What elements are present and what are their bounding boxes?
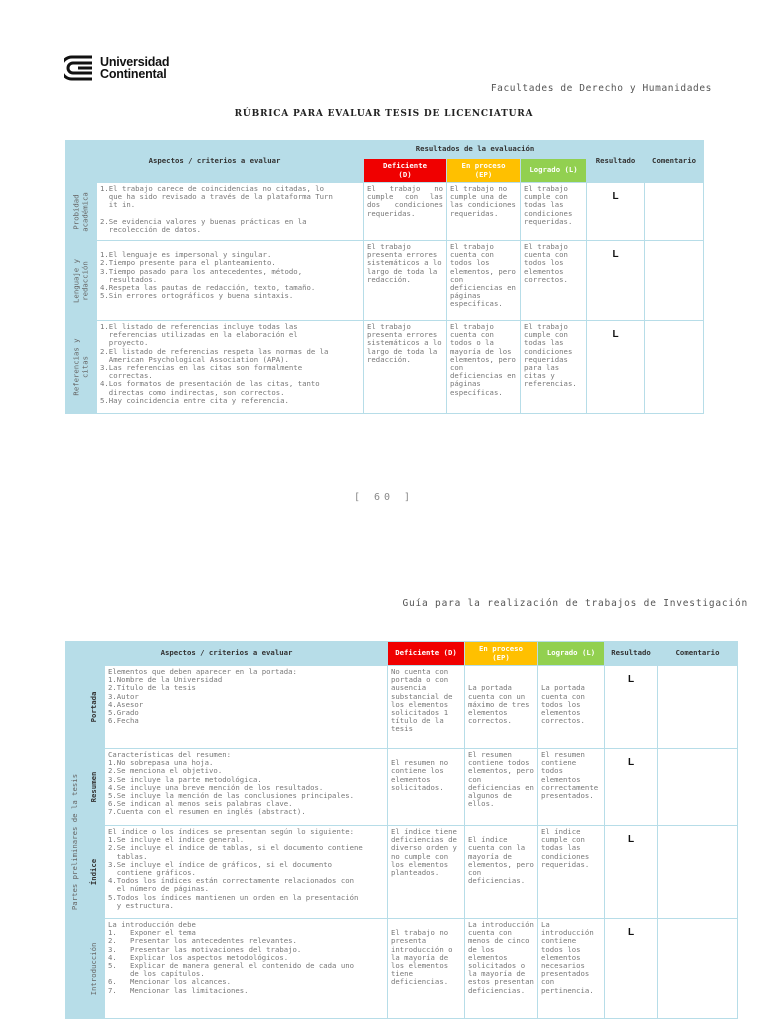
comment-header: Comentario bbox=[658, 642, 738, 666]
in-process-header: En proceso (EP) bbox=[465, 642, 538, 666]
achieved-cell: La introducción contiene todos los elementos necesarios presentados con pertinencia. bbox=[538, 919, 605, 1019]
in-process-cell: El resumen contiene todos elementos, pero con deficiencias en algunos de ellos. bbox=[465, 749, 538, 826]
rubric-table-1 bbox=[65, 140, 704, 414]
document-title: RÚBRICA PARA EVALUAR TESIS DE LICENCIATURA bbox=[234, 109, 534, 119]
comment-cell[interactable] bbox=[658, 666, 738, 749]
criteria-cell: 1.El trabajo carece de coincidencias no citadas, lo que ha sido revisado a través de la plataforma Turn it in. 2.Se evidencia valores y buenas prácticas en la recolección de datos. bbox=[97, 183, 364, 241]
comment-cell[interactable] bbox=[658, 919, 738, 1019]
criteria-cell: 1.El listado de referencias incluye todas las referencias utilizadas en la elaboración el proyecto. 2.El listado de referencias respeta las normas de la American Psychological Association (APA). 3.Las referencias en las citas son formalmente correctas. 4.Los formatos de presentación de las citas, tanto directas como indirectas, son correctos. 5.Hay coincidencia entre cita y referencia. bbox=[97, 321, 364, 414]
achieved-header: Logrado (L) bbox=[538, 642, 605, 666]
result-cell: L bbox=[605, 919, 658, 1019]
aspect-label: Referencias y citas bbox=[71, 338, 89, 396]
table-row bbox=[66, 241, 704, 321]
result-cell: L bbox=[605, 666, 658, 749]
aspect-label: Portada bbox=[88, 691, 98, 723]
guide-header: Guía para la realización de trabajos de Investigación bbox=[402, 598, 748, 609]
in-process-cell: La portada cuenta con un máximo de tres elementos correctos. bbox=[465, 666, 538, 749]
university-logo-icon bbox=[64, 55, 94, 81]
result-cell: L bbox=[605, 826, 658, 919]
achieved-cell: El trabajo cumple con todas las condiciones requeridas. bbox=[521, 183, 587, 241]
comment-cell[interactable] bbox=[645, 183, 704, 241]
criteria-header: Aspectos / criterios a evaluar bbox=[66, 141, 364, 183]
deficient-cell: No cuenta con portada o con ausencia substancial de los elementos solicitados 1 título de la tesis bbox=[388, 666, 465, 749]
faculty-header: Facultades de Derecho y Humanidades bbox=[490, 83, 712, 94]
aspect-label: Lenguaje y redacción bbox=[71, 258, 89, 303]
in-process-header: En proceso (EP) bbox=[447, 159, 521, 183]
in-process-cell: El trabajo cuenta con todos o la mayoría de los elementos, pero con deficiencias en páginas específicas. bbox=[447, 321, 521, 414]
in-process-cell: La introducción cuenta con menos de cinco de los elementos solicitados o la mayoría de estos presentan deficiencias. bbox=[465, 919, 538, 1019]
achieved-cell: El trabajo cumple con todas las condiciones requeridas para las citas y referencias. bbox=[521, 321, 587, 414]
result-cell: L bbox=[605, 749, 658, 826]
in-process-cell: El trabajo no cumple una de las condiciones requeridas. bbox=[447, 183, 521, 241]
logo-line-2: Continental bbox=[100, 67, 167, 81]
table-row bbox=[66, 826, 738, 919]
deficient-header: Deficiente (D) bbox=[364, 159, 447, 183]
achieved-cell: La portada cuenta con todos los elementos correctos. bbox=[538, 666, 605, 749]
aspect-label: Probidad académica bbox=[71, 191, 89, 232]
achieved-cell: El trabajo cuenta con todos los elementos correctos. bbox=[521, 241, 587, 321]
aspect-label: Introducción bbox=[88, 942, 98, 995]
deficient-cell: El trabajo no presenta introducción o la mayoría de los elementos tiene deficiencias. bbox=[388, 919, 465, 1019]
criteria-cell: El índice o los índices se presentan según lo siguiente: 1.Se incluye el índice general. 2.Se incluye el índice de tablas, si el documento contiene tablas. 3.Se incluye el índice de gráficos, si el documento contiene gráficos. 4.Todos los índices están correctamente relacionados con el número de páginas. 5.Todos los índices mantienen un orden en la presentación y estructura. bbox=[105, 826, 388, 919]
result-cell: L bbox=[587, 241, 645, 321]
result-header: Resultado bbox=[605, 642, 658, 666]
achieved-cell: El resumen contiene todos elementos correctamente presentados. bbox=[538, 749, 605, 826]
criteria-cell: 1.El lenguaje es impersonal y singular. 2.Tiempo presente para el planteamiento. 3.Tiempo pasado para los antecedentes, método, resultados. 4.Respeta las pautas de redacción, texto, tamaño. 5.Sin errores ortográficos y buena sintaxis. bbox=[97, 241, 364, 321]
table-row bbox=[66, 919, 738, 1019]
logo-line-1: Universidad bbox=[100, 55, 170, 69]
comment-cell[interactable] bbox=[658, 826, 738, 919]
criteria-cell: La introducción debe 1. Exponer el tema 2. Presentar los antecedentes relevantes. 3. Presentar las motivaciones del trabajo. 4. Explicar los aspectos metodológicos. 5. Explicar de manera general el contenido de cada uno de los capítulos. 6. Mencionar los alcances. 7. Mencionar las limitaciones. bbox=[105, 919, 388, 1019]
comment-cell[interactable] bbox=[658, 749, 738, 826]
criteria-cell: Elementos que deben aparecer en la portada: 1.Nombre de la Universidad 2.Título de la tesis 3.Autor 4.Asesor 5.Grado 6.Fecha bbox=[105, 666, 388, 749]
university-logo bbox=[64, 55, 169, 81]
group-label: Partes preliminares de la tesis bbox=[69, 773, 79, 911]
deficient-cell: El resumen no contiene los elementos solicitados. bbox=[388, 749, 465, 826]
comment-cell[interactable] bbox=[645, 241, 704, 321]
page-number: [ 60 ] bbox=[353, 492, 415, 503]
results-header: Resultados de la evaluación bbox=[364, 141, 587, 159]
deficient-cell: El trabajo no cumple con las dos condiciones requeridas. bbox=[364, 183, 447, 241]
deficient-header: Deficiente (D) bbox=[388, 642, 465, 666]
deficient-cell: El trabajo presenta errores sistemáticos a lo largo de toda la redacción. bbox=[364, 241, 447, 321]
result-header: Resultado bbox=[587, 141, 645, 183]
deficient-cell: El trabajo presenta errores sistemáticos a lo largo de toda la redacción. bbox=[364, 321, 447, 414]
criteria-cell: Características del resumen: 1.No sobrepasa una hoja. 2.Se menciona el objetivo. 3.Se incluye la parte metodológica. 4.Se incluye una breve mención de los resultados. 5.Se incluye la mención de las conclusiones principales. 6.Se indican al menos seis palabras clave. 7.Cuenta con el resumen en inglés (abstract). bbox=[105, 749, 388, 826]
rubric-table-2 bbox=[65, 641, 738, 1019]
aspect-label: Índice bbox=[88, 858, 98, 886]
table-row bbox=[66, 749, 738, 826]
in-process-cell: El trabajo cuenta con todos los elementos, pero con deficiencias en páginas específicas. bbox=[447, 241, 521, 321]
deficient-cell: El índice tiene deficiencias de diverso orden y no cumple con los elementos planteados. bbox=[388, 826, 465, 919]
result-cell: L bbox=[587, 321, 645, 414]
in-process-cell: El índice cuenta con la mayoría de elementos, pero con deficiencias. bbox=[465, 826, 538, 919]
comment-cell[interactable] bbox=[645, 321, 704, 414]
criteria-header: Aspectos / criterios a evaluar bbox=[66, 642, 388, 666]
result-cell: L bbox=[587, 183, 645, 241]
table-row bbox=[66, 183, 704, 241]
aspect-label: Resumen bbox=[88, 771, 98, 803]
achieved-cell: El índice cumple con todas las condiciones requeridas. bbox=[538, 826, 605, 919]
achieved-header: Logrado (L) bbox=[521, 159, 587, 183]
table-row bbox=[66, 321, 704, 414]
comment-header: Comentario bbox=[645, 141, 704, 183]
table-row bbox=[66, 666, 738, 749]
